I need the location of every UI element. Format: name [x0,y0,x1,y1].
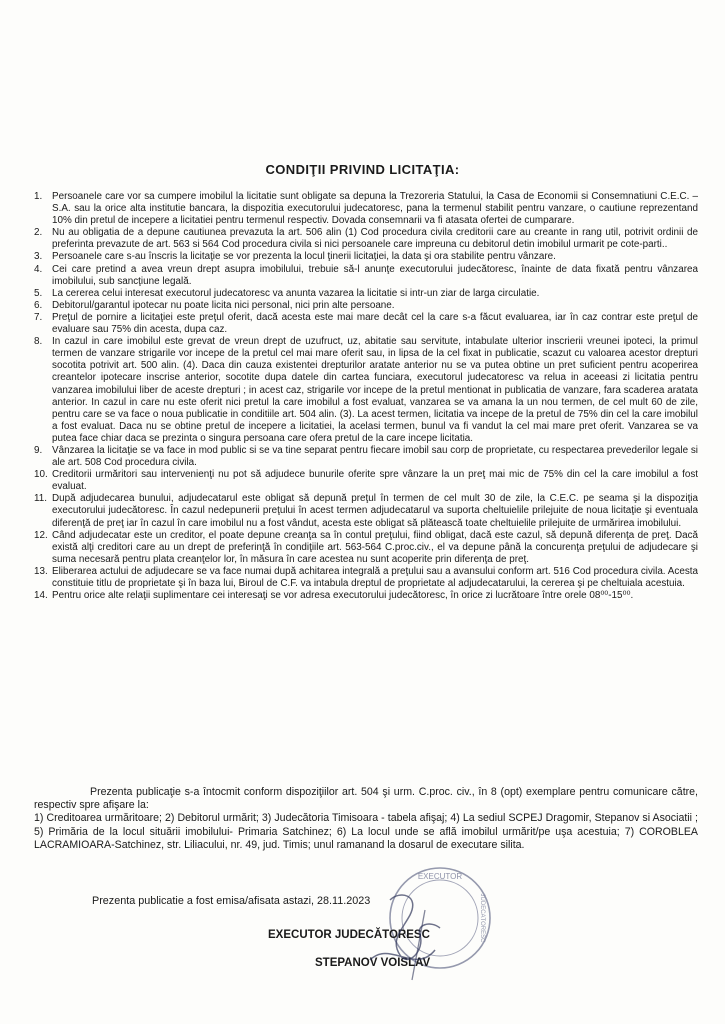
condition-text: Când adjudecatar este un creditor, el poate depune creanţa sa în contul preţului, fiind obligat, dacă este cazul, să depună diferenţa de preţ. Dacă există alţi creditori care au un drept de preferinţă în condiţiile art. 563-564 C.proc.civ., el va depune până la concurenţa preţului de adjudecare şi suma necesară pentru plata creanţelor lor, în măsura în care acestea nu sunt acoperite prin diferenţa de preţ. [52,529,698,565]
publication-section [34,786,698,852]
issue-date-line: Prezenta publicatie a fost emisa/afisata astazi, 28.11.2023 [92,895,371,907]
condition-number: 9. [34,444,43,456]
publication-intro: Prezenta publicaţie s-a întocmit conform dispoziţiilor art. 504 şi urm. C.proc. civ., în 8 (opt) exemplare pentru comunicare către, respectiv spre afişare la: [34,786,698,812]
condition-item [34,590,698,602]
condition-number: 14. [34,590,48,602]
condition-item [34,251,698,263]
condition-text: Nu au obligatia de a depune cautiunea prevazuta la art. 506 alin (1) Cod procedura civila creditorii care au creante in rang util, potrivit ordinii de preferinta prevazute de art. 563 si 564 Cod procedura civila si nici persoanele care impreuna cu debitorul detin imobilul urmarit pe cote-parti.. [52,227,698,251]
condition-number: 3. [34,251,43,263]
condition-number: 12. [34,529,48,541]
condition-text: Pentru orice alte relaţii suplimentare cei interesaţi se vor adresa executorului judecătoresc, în orice zi lucrătoare între orele 08⁰⁰-15⁰⁰. [52,590,634,602]
condition-text: Persoanele care vor sa cumpere imobilul la licitatie sunt obligate sa depuna la Trezoreria Statului, la Casa de Economii si Consemnatiuni C.E.C. – S.A. sau la orice alta institutie bancara, la dispozitia executorului judecatoresc, pana la termenul stabilit pentru vanzare, o cautiune reprezentand 10% din pretul de incepere a licitatiei pentru termenul respectiv. Dovada consemnarii va fi atasata ofertei de cumparare. [52,191,698,227]
condition-text: In cazul in care imobilul este grevat de vreun drept de uzufruct, uz, abitatie sau servitute, intabulate ulterior inscrierii vreunei ipoteci, la primul termen de vanzare strigarile vor incepe de la pretul cel mai mare oferit sau, in lipsa de la cel fixat in publicatie, scazut cu valoarea acestor drepturi socotita potrivit art. 500 alin. (4). Daca din cauza existentei drepturilor aratate anterior nu se va putea obtine un pret suficient pentru acoperirea creantelor ipotecare inscrise anterior, socotite dupa datele din cartea funciara, executorul judecatoresc va relua in aceeasi zi licitatia pentru vanzarea imobilului liber de aceste drepturi ; in acest caz, strigarile vor incepe de la pretul mentionat in publicatia de vanzare, fara scaderea aratata anterior. In cazul in care nu este oferit nici pretul la care imobilul a fost evaluat, vanzarea se va amana la un nou termen, de cel mult 60 de zile, pentru care se va face o noua publicatie in conditiile art. 504 alin. (3). La acest termen, licitatia va incepe de la pretul de 75% din cel la care imobilul a fost evaluat. Daca nu se obtine pretul de incepere a licitatiei, la acelasi termen, bunul va fi vandut la cel mai mare pret oferit. Vanzarea se va putea face chiar daca se prezinta o singura persoana care ofera pretul de la care incepe licitatia. [52,336,698,444]
condition-item [34,191,698,227]
condition-item [34,445,698,469]
svg-text:EXECUTOR: EXECUTOR [417,872,463,881]
handwritten-signature [330,880,490,990]
condition-item [34,312,698,336]
condition-number: 5. [34,287,43,299]
publication-recipients: 1) Creditoarea urmăritoare; 2) Debitorul urmărit; 3) Judecătoria Timisoara - tabela afişaj; 4) La sediul SCPEJ Dragomir, Stepanov si Asociatii ; 5) Primăria de la locul situării imobilului- Primaria Satchinez; 6) La locul unde se află imobilul urmărit/pe uşa acestuia; 7) COROBLEA LACRAMIOARA-Satchinez, str. Liliacului, nr. 49, jud. Timis; unul ramanand la dosarul de executare silita. [34,812,698,851]
condition-item [34,288,698,300]
condition-text: Eliberarea actului de adjudecare se va face numai după achitarea integrală a preţului sau a avansului conform art. 516 Cod procedura civila. Acesta constituie titlu de proprietate şi în baza lui, Biroul de C.F. va intabula dreptul de proprietate al adjudecatarului, la cererea şi pe cheltuiala acestuia. [52,565,698,589]
condition-item [34,469,698,493]
condition-number: 6. [34,299,43,311]
condition-number: 11. [34,493,47,505]
condition-text: Creditorii urmăritori sau intervenienţi nu pot să adjudece bunurile oferite spre vânzare la un preţ mai mic de 75% din cel la care imobilul a fost evaluat. [52,469,698,493]
condition-number: 2. [34,227,43,239]
condition-number: 10. [34,469,48,481]
condition-number: 4. [34,263,43,275]
executor-name: STEPANOV VOISLAV [315,957,431,969]
condition-number: 7. [34,311,43,323]
condition-text: Persoanele care s-au înscris la licitaţie se vor prezenta la locul ţinerii licitaţiei, la data şi ora stabilite pentru vânzare. [52,251,556,263]
condition-item [34,227,698,251]
condition-item [34,530,698,566]
condition-item [34,493,698,529]
conditions-list [34,191,698,602]
page-title: CONDIŢII PRIVIND LICITAŢIA: [265,162,460,177]
condition-text: Preţul de pornire a licitaţiei este preţul oferit, dacă acesta este mai mare decât cel la care s-a făcut evaluarea, iar în caz contrar este preţul de evaluare sau 75% din acesta, dupa caz. [52,311,698,336]
condition-number: 1. [34,191,43,202]
condition-item [34,300,698,312]
condition-text: După adjudecarea bunului, adjudecatarul este obligat să depună preţul în termen de cel mult 30 de zile, la C.E.C. pe seama şi la dispoziţia executorului judecătoresc. În cazul nedepunerii preţului în acest termen adjudecatarul va suporta cheltuielile prilejuite de noua licitaţie şi eventuala diferenţă de preţ iar în cazul în care imobilul nu a fost vândut, acesta este obligat să plătească toate cheltuielile prilejuite de urmărirea imobilului. [52,493,698,529]
condition-item [34,566,698,590]
condition-text: Debitorul/garantul ipotecar nu poate licita nici personal, nici prin alte persoane. [52,299,395,311]
condition-item [34,264,698,288]
condition-item [34,336,698,445]
svg-text:JUDECĂTORESC: JUDECĂTORESC [479,893,485,943]
condition-text: Vânzarea la licitaţie se va face in mod public si se va tine separat pentru fiecare imobil sau corp de proprietate, cu respectarea prevederilor legale si ale art. 508 Cod procedura civila. [52,444,698,469]
condition-number: 8. [34,336,43,348]
condition-text: Cei care pretind a avea vreun drept asupra imobilului, trebuie să-l anunţe executorului judecătoresc, înainte de data fixată pentru vânzarea imobilului, sub sancţiune legală. [52,263,698,287]
condition-number: 13. [34,565,48,577]
condition-text: La cererea celui interesat executorul judecatoresc va anunta vazarea la licitatie si intr-un ziar de larga circulatie. [52,287,540,299]
executor-title: EXECUTOR JUDECĂTORESC [268,929,430,941]
